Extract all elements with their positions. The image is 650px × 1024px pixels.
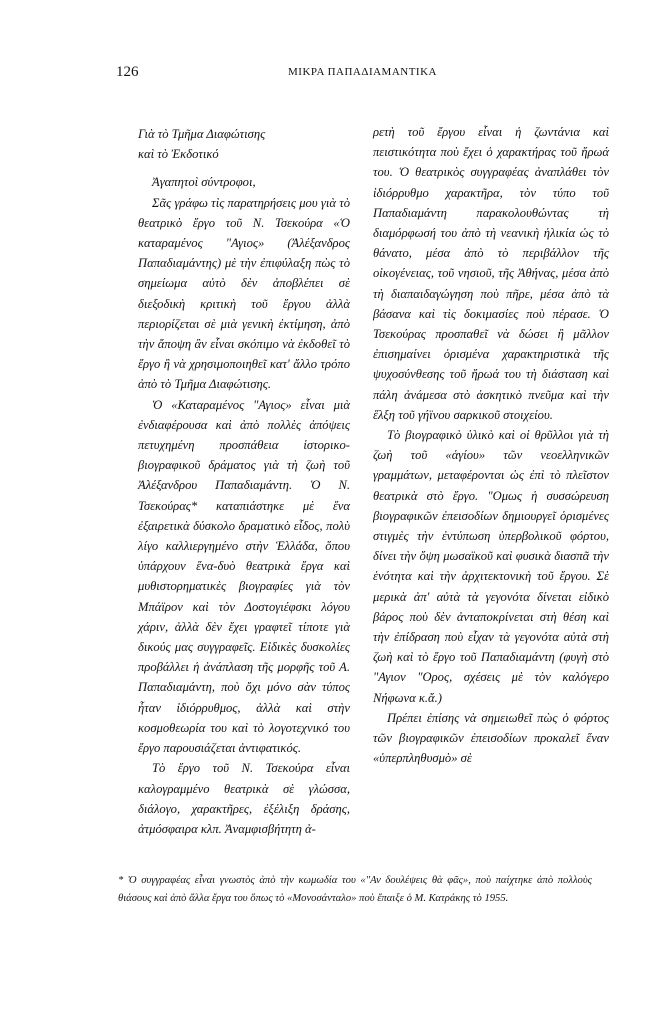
- salutation: Ἀγαπητοὶ σύντροφοι,: [152, 175, 256, 190]
- running-title: ΜΙΚΡΑ ΠΑΠΑΔΙΑΜΑΝΤΙΚΑ: [288, 66, 437, 78]
- right-column: [373, 122, 609, 769]
- addressee-line-2: καὶ τὸ Ἐκδοτικό: [138, 147, 219, 162]
- addressee-line-1: Γιὰ τὸ Τμῆμα Διαφώτισης: [138, 127, 266, 141]
- right-paragraph-3: Πρέπει ἐπίσης νὰ σημειωθεῖ πὼς ὁ φόρτος τῶν βιογραφικῶν ἐπεισοδίων προκαλεῖ ἕναν «ὑπερπληθυσμὸ» σὲ: [373, 710, 609, 766]
- page-number: 126: [116, 64, 139, 80]
- right-paragraph-1-continued: ρετὴ τοῦ ἔργου εἶναι ἡ ζωντάνια καὶ πειστικότητα ποὺ ἔχει ὁ χαρακτήρας τοῦ ἥρωά του. Ὁ θεατρικὸς συγγραφέας ἀναπλάθει τὸν ἰδιόρρυθμο χαρακτῆρα, τὸν τύπο τοῦ Παπαδιαμάντη παρακολουθώντας τὴ διαμόρφωσή του ἀπὸ τὴ νεανικὴ ἡλικία ὡς τὸ θάνατο, μέσα ἀπὸ τὸ περιβάλλον τῆς οἰκογένειας, τοῦ νησιοῦ, τῆς Ἀθήνας, μέσα ἀπὸ τὴ διαπαιδαγώγηση ποὺ πῆρε, μέσα ἀπὸ τὰ βάσανα καὶ τὶς δοκιμασίες ποὺ πέρασε. Ὁ Τσεκούρας προσπαθεῖ νὰ δώσει ἢ μᾶλλον ἐπισημαίνει ὁρισμένα χαρακτηριστικὰ τῆς ψυχοσύνθεσης τοῦ ἥρωά του τὴ διάσταση καὶ πάλη ἀνάμεσα στὸ ἀσκητικὸ πνεῦμα καὶ τὴν ἕλξη τοῦ γήϊνου σαρκικοῦ στοιχείου.: [373, 125, 609, 422]
- footnote: * Ὁ συγγραφέας εἶναι γνωστὸς ἀπὸ τὴν κωμωδία του «"Αν δουλέψεις θὰ φᾶς», ποὺ παίχτηκε ἀπὸ πολλοὺς θιάσους καὶ ἀπὸ ἄλλα ἔργα του ὅπως τὸ «Μονοσάνταλο» ποὺ ἔπαιξε ὁ Μ. Κατράκης τὸ 1955.: [118, 875, 592, 904]
- addressee: [138, 124, 350, 164]
- left-paragraph-2: Ὁ «Καταραμένος "Αγιος» εἶναι μιὰ ἐνδιαφέρουσα καὶ ἀπὸ πολλὲς ἀπόψεις πετυχημένη προσπάθεια ἱστορικο-βιογραφικοῦ δράματος γιὰ τὴ ζωὴ τοῦ Ἀλέξανδρου Παπαδιαμάντη. Ὁ Ν. Τσεκούρας* καταπιάστηκε μὲ ἕνα ἐξαιρετικὰ δύσκολο δραματικὸ εἶδος, πολὺ λίγο καλλιεργημένο στὴν Ἑλλάδα, ὅπου ὑπάρχουν ἕνα-δυὸ θεατρικὰ ἔργα καὶ μυθιστορηματικὲς βιογραφίες γιὰ τὸν Μπάϊρον καὶ τὸν Δοστογιέφσκι λόγου χάριν, ἀλλὰ δὲν ἔχει γραφτεῖ τίποτε γιὰ δικούς μας συγγραφεῖς. Εἰδικὲς δυσκολίες προβάλλει ἡ ἀνάπλαση τῆς μορφῆς τοῦ Α. Παπαδιαμάντη, ποὺ ὄχι μόνο σὰν τύπος ἦταν ἰδιόρρυθμος, ἀλλὰ καὶ στὴν κοσμοθεωρία του καὶ τὸ λογοτεχνικό του ἔργο παρουσιάζεται ἀντιφατικός.: [138, 397, 350, 756]
- page-header: [116, 64, 536, 84]
- left-paragraph-1: Σᾶς γράφω τὶς παρατηρήσεις μου γιὰ τὸ θεατρικὸ ἔργο τοῦ Ν. Τσεκούρα «Ὁ καταραμένος "Αγιος» (Ἀλέξανδρος Παπαδιαμάντης) μὲ τὴν ἐπιφύλαξη πὼς τὸ σημείωμα αὐτὸ δὲν ἀποβλέπει σὲ διεξοδικὴ κριτικὴ τοῦ ἔργου ἀλλὰ περιορίζεται σὲ μιὰ γενικὴ ἐκτίμηση, ἀπὸ τὴν ἄποψη ἂν εἶναι σκόπιμο νὰ ἐκδοθεῖ τὸ ἔργο ἢ νὰ χρησιμοποιηθεῖ κατ' ἄλλο τρόπο ἀπὸ τὸ Τμῆμα Διαφώτισης.: [138, 195, 350, 392]
- left-column: [138, 124, 350, 839]
- left-paragraph-3: Τὸ ἔργο τοῦ Ν. Τσεκούρα εἶναι καλογραμμένο θεατρικὰ σὲ γλώσσα, διάλογο, χαρακτῆρες, ἐξέλιξη δράσης, ἀτμόσφαιρα κλπ. Ἀναμφισβήτητη ἀ-: [138, 761, 350, 836]
- right-paragraph-2: Τὸ βιογραφικὸ ὑλικὸ καὶ οἱ θρῦλλοι γιὰ τὴ ζωὴ τοῦ «ἁγίου» τῶν νεοελληνικῶν γραμμάτων, μεταφέρονται ὡς ἐπὶ τὸ πλεῖστον θεατρικὰ στὸ ἔργο. "Ομως ἡ συσσώρευση βιογραφικῶν ἐπεισοδίων δημιουργεῖ ὁρισμένες στιγμὲς τὴν ἐντύπωση ὑπερβολικοῦ φόρτου, δίνει τὴν ὄψη μωσαϊκοῦ καὶ φυσικὰ διασπᾶ τὴν ἑνότητα καὶ τὴν ἀρχιτεκτονικὴ τοῦ ἔργου. Σὲ μερικὰ ἀπ' αὐτὰ τὰ γεγονότα δίνεται εἰδικὸ βάρος ποὺ δὲν ἀνταποκρίνεται στὴ θέση καὶ τὴν ἐπίδραση ποὺ εἶχαν τὰ γεγονότα αὐτὰ στὴ ζωὴ καὶ τὸ ἔργο τοῦ Παπαδιαμάντη (φυγὴ στὸ "Αγιον "Ορος, σχέσεις μὲ τὸν καλόγερο Νήφωνα κ.ἄ.): [373, 428, 609, 705]
